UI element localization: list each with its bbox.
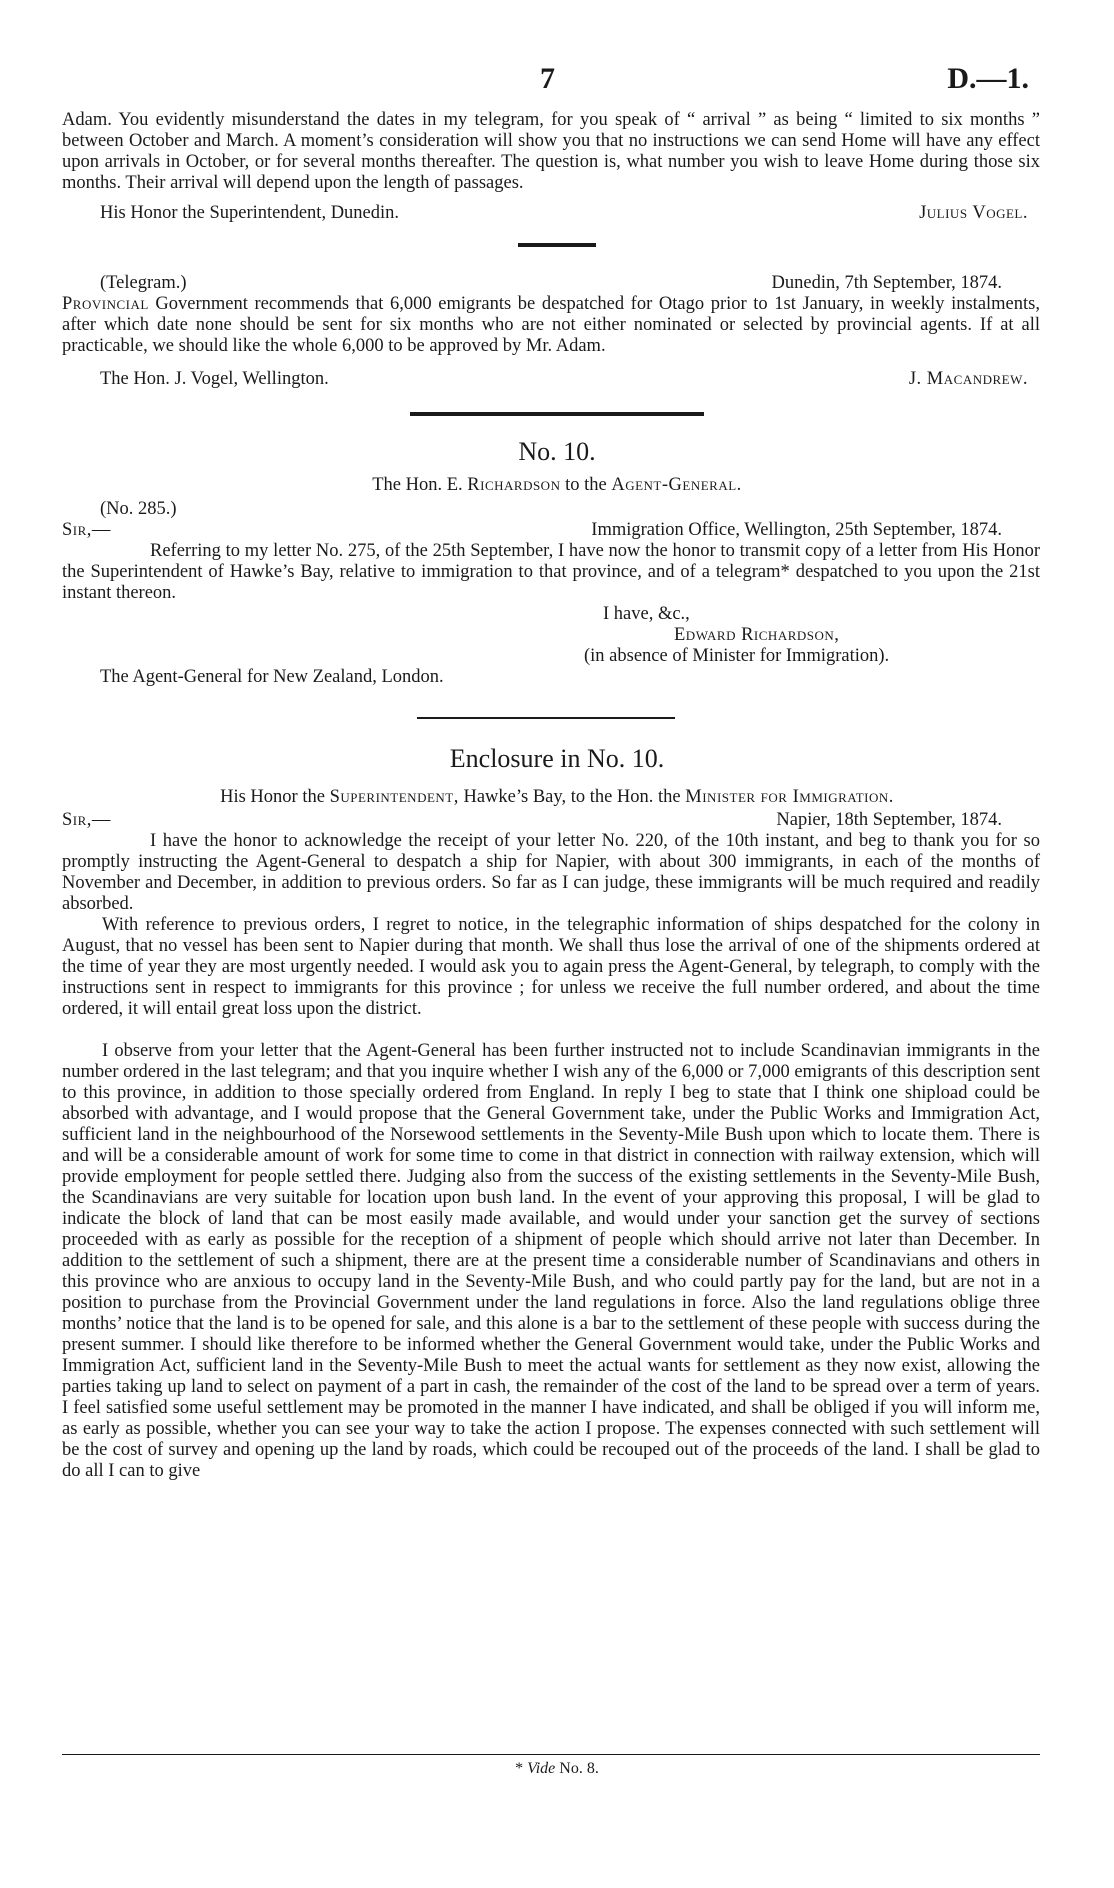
no10-subtitle-name: Richardson — [467, 475, 561, 495]
no10-signature-note: (in absence of Minister for Immigration). — [584, 646, 890, 666]
no10-ref: (No. 285.) — [100, 499, 177, 519]
no10-closing: I have, &c., — [603, 604, 690, 624]
no10-subtitle-prefix: The Hon. E. — [372, 475, 463, 495]
enclosure-paragraph-3: I observe from your letter that the Agent-General has been further instructed not to include Scandinavian immigrants in the number ordered in the last telegram; and that you inquire whether I wish any of the 6,000 or 7,000 emigrants of this description sent to this province, in addition to those specially ordered from England. In reply I beg to state that I think one shipload could be absorbed with advantage, and I would propose that the General Government take, under the Public Works and Immigration Act, sufficient land in the neighbourhood of the Norsewood settlements in the Seventy-Mile Bush upon which to locate them. There is and will be a considerable amount of work for some time to come in that district in connection with railway extension, which will provide employment for people settled there. Judging also from the success of the existing settlements in the Seventy-Mile Bush, the Scandinavians are very suitable for location upon bush land. In the event of your approving this proposal, I will be glad to indicate the block of land that can be most easily made available, and would under your sanction get the survey of sections proceeded with as early as possible for the reception of a shipment of people which should arrive not later than December. In addition to the settlement of such a shipment, there are at the present time a considerable number of Scandinavians and others in this province who are anxious to occupy land in the Seventy-Mile Bush, and who could partly pay for the land, but are not in a position to purchase from the Provincial Government under the land regulations in force. Also the land regulations oblige three months’ notice that the land is to be opened for sale, and this alone is a bar to the settlement of these people with success during the present summer. I should like therefore to be informed whether the General Government would take, under the Public Works and Immigration Act, sufficient land in the Seventy-Mile Bush to meet the actual wants for settlement as they now exist, allowing the parties taking up land to select on payment of a part in cash, the remainder of the cost of the land to be spread over a term of years. I feel satisfied some useful settlement may be promoted in the manner I have indicated, and shall be obliged if you will inform me, as early as possible, whether you can see your way to take the action I propose. The expenses connected with such settlement will be the cost of survey and opening up the land by roads, which could be recouped out of the proceeds of the land. I shall be glad to do all I can to give — [62, 1041, 1040, 1481]
footnote — [0, 1760, 1114, 1778]
enclosure-subtitle-to: Minister for Immigration. — [685, 787, 894, 807]
continuation-paragraph: Adam. You evidently misunderstand the dates in my telegram, for you speak of “ arrival ” as being “ limited to six months ” between October and March. A moment’s consideration will show you that no instructions we can send Home will have any effect upon arrivals in October, or for several months thereafter. The question is, what number you wish to leave Home during those six months. Their arrival will depend upon the length of passages. — [62, 110, 1040, 193]
telegram-dateline: Dunedin, 7th September, 1874. — [771, 273, 1002, 293]
enclosure-subtitle — [0, 787, 1114, 808]
no10-salutation: Sir,— — [62, 520, 111, 540]
no10-paragraph: Referring to my letter No. 275, of the 25th September, I have now the honor to transmit copy of a letter from His Honor the Superintendent of Hawke’s Bay, relative to immigration to that province, and of a telegram* despatched to you upon the 21st instant thereon. — [62, 541, 1040, 603]
no10-signature: Edward Richardson, — [674, 625, 840, 645]
no10-dateline: Immigration Office, Wellington, 25th September, 1874. — [591, 520, 1002, 540]
no10-subtitle-to: Agent-General. — [611, 475, 742, 495]
telegram-lead-word: Provincial — [62, 294, 149, 314]
section-divider — [410, 412, 704, 416]
footnote-rule — [62, 1754, 1040, 1755]
telegram-signature: J. Macandrew. — [908, 369, 1028, 389]
no10-title: No. 10. — [518, 437, 596, 466]
page-number: 7 — [540, 62, 555, 95]
enclosure-paragraph-1: I have the honor to acknowledge the receipt of your letter No. 220, of the 10th instant, and beg to thank you for so promptly instructing the Agent-General to despatch a ship for Napier, with about 300 immigrants, in each of the months of November and December, in addition to previous orders. So far as I can judge, these immigrants will be much required and readily absorbed. — [62, 831, 1040, 914]
no10-addressee: The Agent-General for New Zealand, London. — [100, 667, 444, 687]
section1-addressee: His Honor the Superintendent, Dunedin. — [100, 203, 400, 223]
document-reference: D.—1. — [947, 62, 1029, 95]
telegram-paragraph — [62, 294, 1040, 357]
telegram-addressee: The Hon. J. Vogel, Wellington. — [100, 369, 329, 389]
enclosure-subtitle-mid: Hawke’s Bay, to the Hon. the — [463, 787, 681, 807]
enclosure-subtitle-prefix: His Honor the — [220, 787, 325, 807]
enclosure-paragraph-2: With reference to previous orders, I regret to notice, in the telegraphic information of ships despatched for the colony in August, that no vessel has been sent to Napier during that month. We shall thus lose the arrival of one of the shipments ordered at the time of year they are most urgently needed. I would ask you to again press the Agent-General, by telegraph, to comply with the instructions sent in respect to immigrants for this province ; for unless we receive the full number ordered, and about the time ordered, it will entail great loss upon the district. — [62, 915, 1040, 1019]
telegram-label: (Telegram.) — [100, 273, 187, 293]
enclosure-subtitle-from: Superintendent, — [329, 787, 459, 807]
telegram-text: Government recommends that 6,000 emigrants be despatched for Otago prior to 1st January, in weekly instalments, after which date none should be sent for six months who are not either nominated or selected by provincial agents. If at all practicable, we should like the whole 6,000 to be approved by Mr. Adam. — [62, 294, 1040, 356]
footnote-mark: * — [515, 1760, 524, 1777]
short-divider — [518, 243, 596, 247]
footnote-ref: No. 8. — [559, 1760, 599, 1777]
no10-subtitle — [0, 475, 1114, 496]
footnote-vide: Vide — [527, 1760, 556, 1777]
enclosure-title: Enclosure in No. 10. — [449, 744, 665, 773]
thin-divider — [417, 717, 675, 719]
enclosure-dateline: Napier, 18th September, 1874. — [776, 810, 1002, 830]
section1-signature: Julius Vogel. — [919, 203, 1028, 223]
enclosure-salutation: Sir,— — [62, 810, 111, 830]
no10-subtitle-mid: to the — [565, 475, 607, 495]
